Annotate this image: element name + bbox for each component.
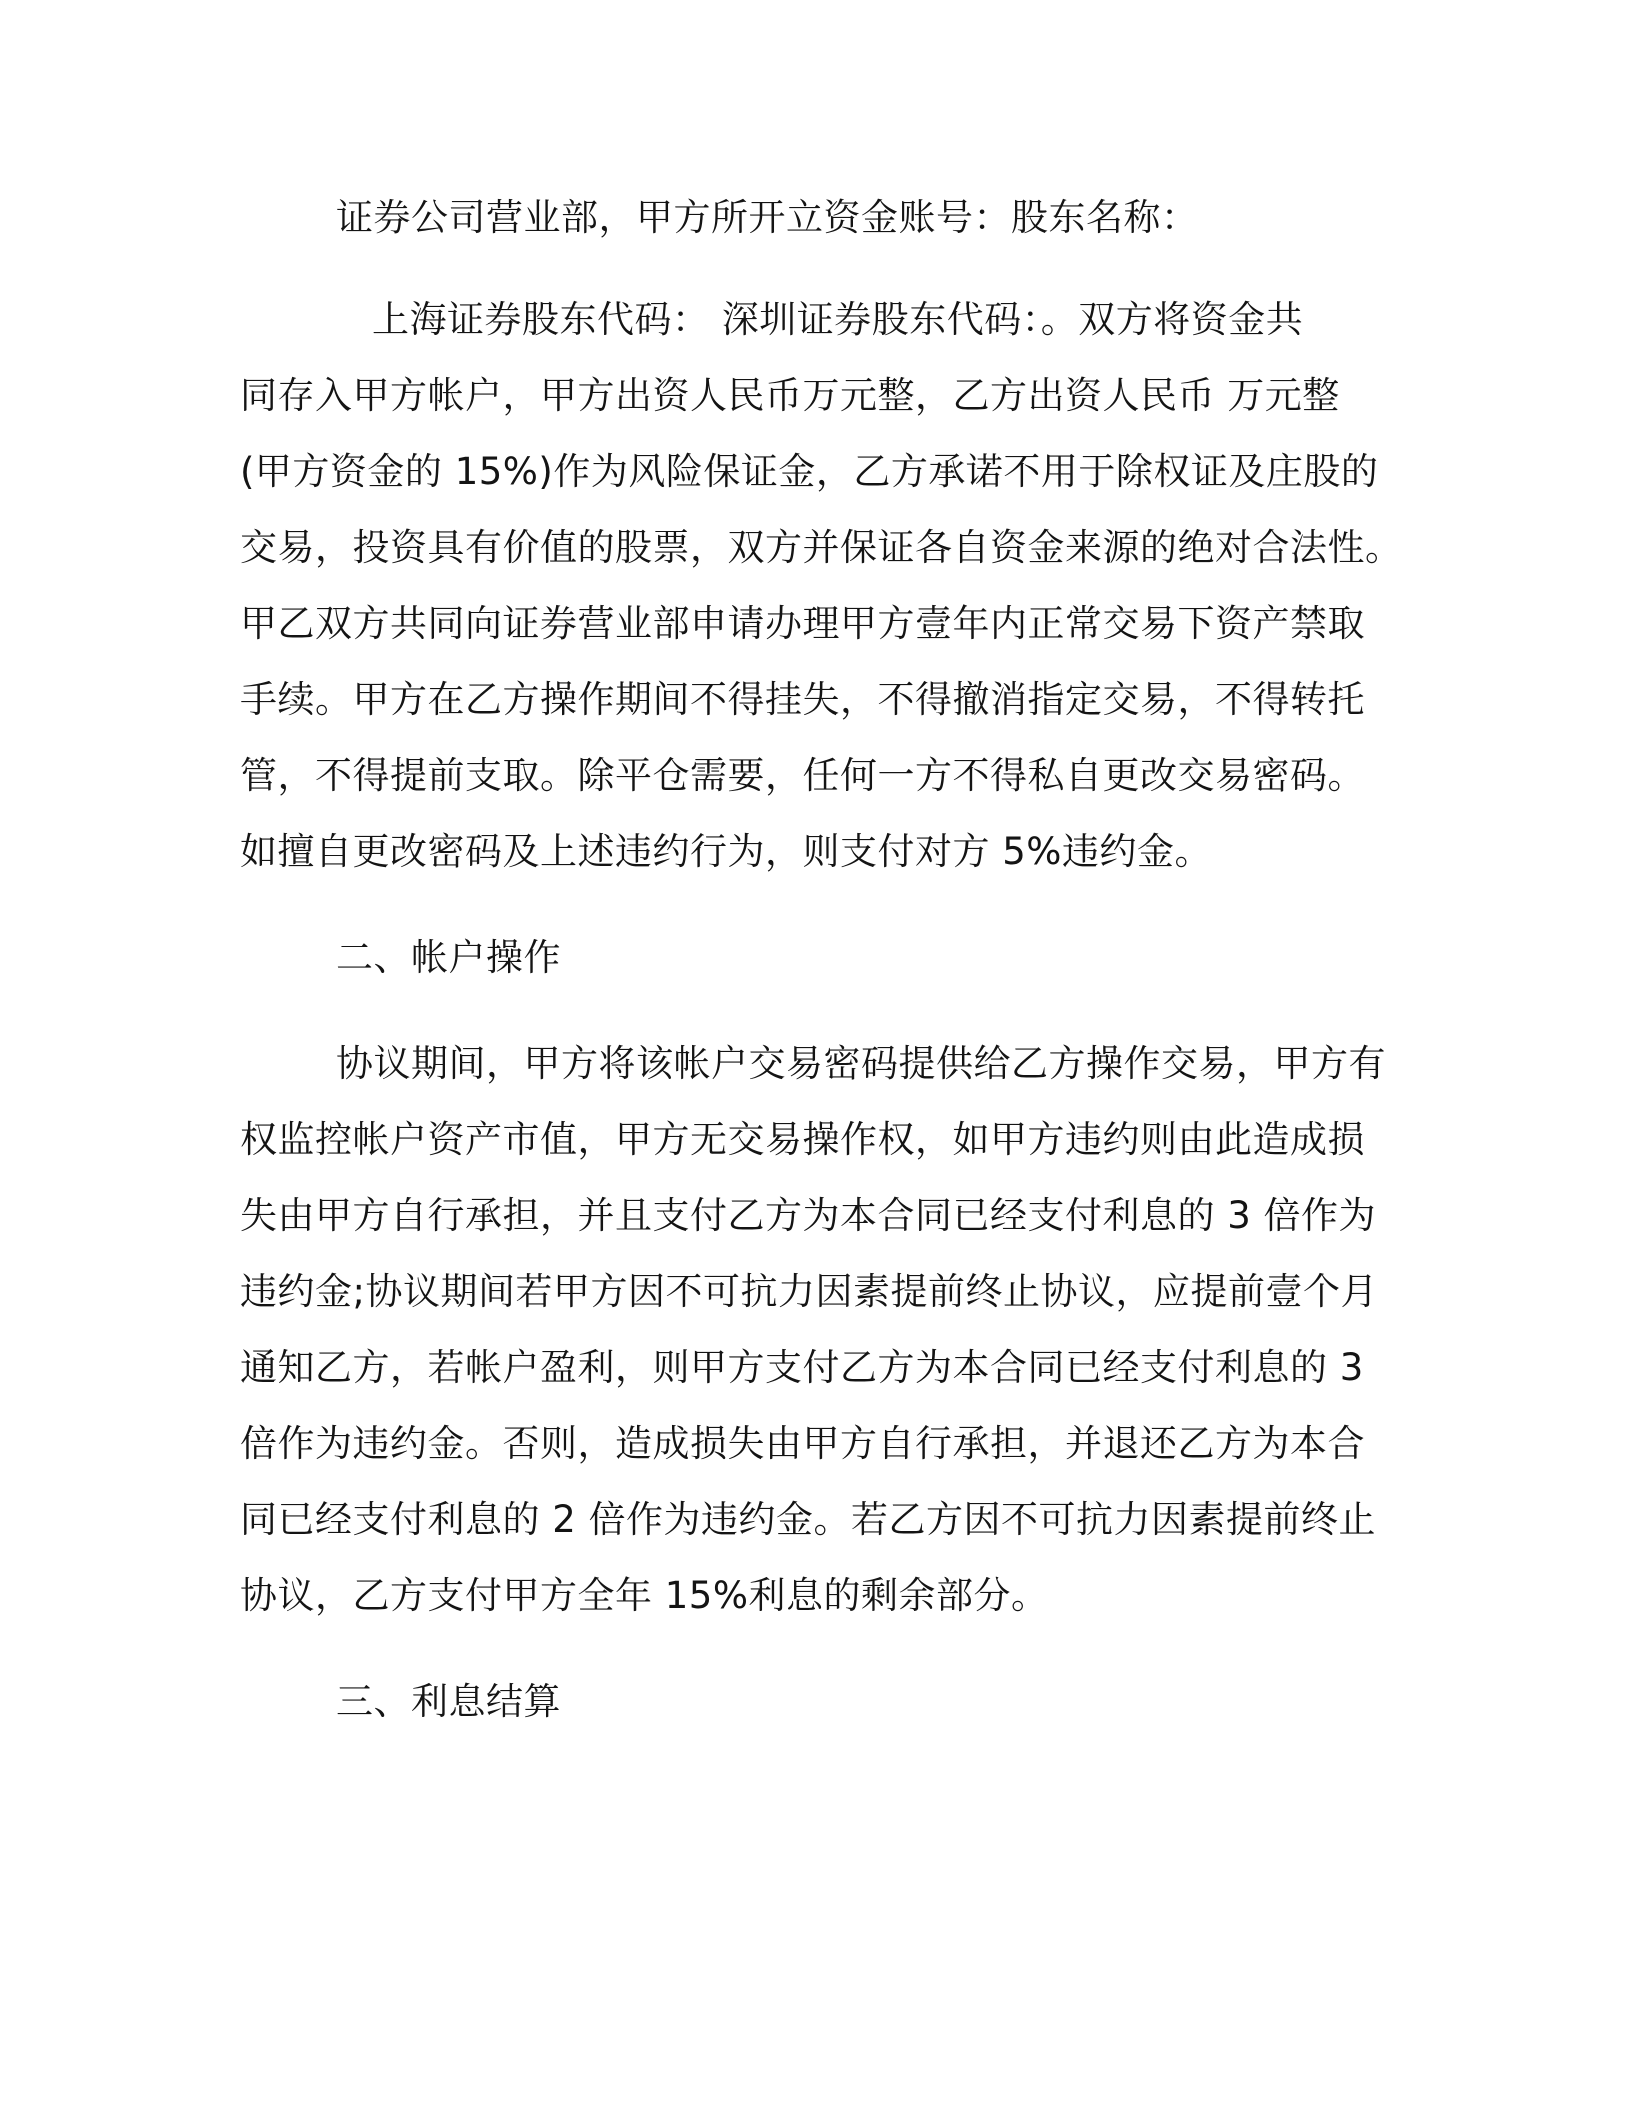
paragraph-line: 违约金;协议期间若甲方因不可抗力因素提前终止协议，应提前壹个月 xyxy=(240,1270,1378,1313)
paragraph-line: 甲乙双方共同向证券营业部申请办理甲方壹年内正常交易下资产禁取 xyxy=(240,602,1365,645)
paragraph-line: 交易，投资具有价值的股票，双方并保证各自资金来源的绝对合法性。 xyxy=(240,526,1403,569)
paragraph-line: 如擅自更改密码及上述违约行为，则支付对方 5%违约金。 xyxy=(240,830,1212,873)
paragraph-line: 权监控帐户资产市值，甲方无交易操作权，如甲方违约则由此造成损 xyxy=(240,1118,1365,1161)
paragraph-line: (甲方资金的 15%)作为风险保证金，乙方承诺不用于除权证及庄股的 xyxy=(240,450,1379,493)
paragraph-line-shareholder-codes: 上海证券股东代码： 深圳证券股东代码：。双方将资金共 xyxy=(372,298,1304,341)
paragraph-line: 管，不得提前支取。除平仓需要，任何一方不得私自更改交易密码。 xyxy=(240,754,1365,797)
paragraph-line: 协议，乙方支付甲方全年 15%利息的剩余部分。 xyxy=(240,1574,1049,1617)
paragraph-line: 同已经支付利息的 2 倍作为违约金。若乙方因不可抗力因素提前终止 xyxy=(240,1498,1377,1541)
paragraph-line: 倍作为违约金。否则，造成损失由甲方自行承担，并退还乙方为本合 xyxy=(240,1422,1365,1465)
paragraph-line-account-info: 证券公司营业部，甲方所开立资金账号：股东名称： xyxy=(336,196,1199,239)
paragraph-line: 手续。甲方在乙方操作期间不得挂失，不得撤消指定交易，不得转托 xyxy=(240,678,1365,721)
section-heading-account-operation: 二、帐户操作 xyxy=(336,936,561,979)
paragraph-line: 通知乙方，若帐户盈利，则甲方支付乙方为本合同已经支付利息的 3 xyxy=(240,1346,1364,1389)
paragraph-line: 同存入甲方帐户，甲方出资人民币万元整，乙方出资人民币 万元整 xyxy=(240,374,1340,417)
paragraph-line: 失由甲方自行承担，并且支付乙方为本合同已经支付利息的 3 倍作为 xyxy=(240,1194,1377,1237)
paragraph-line: 协议期间，甲方将该帐户交易密码提供给乙方操作交易，甲方有 xyxy=(336,1042,1386,1085)
section-heading-interest-settlement: 三、利息结算 xyxy=(336,1680,561,1723)
